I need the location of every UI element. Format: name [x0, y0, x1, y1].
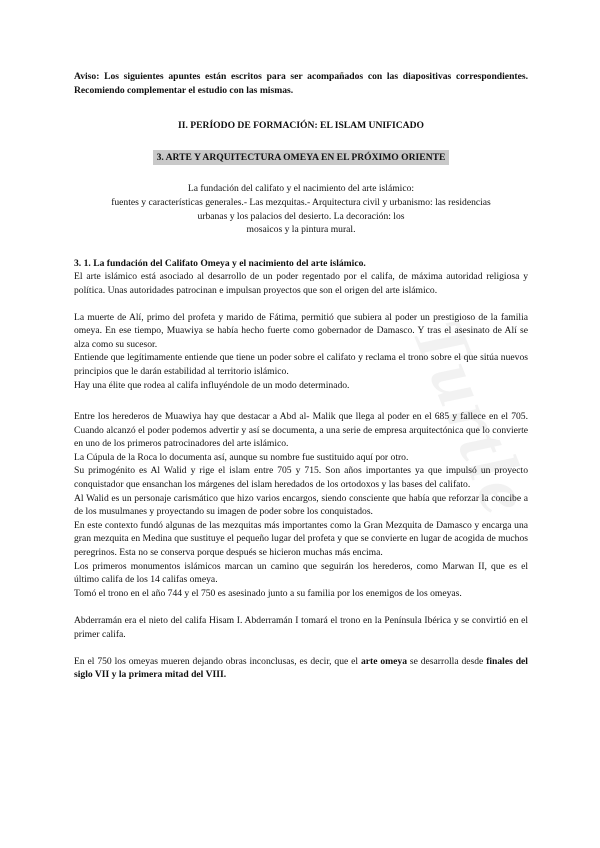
summary-line: fuentes y características generales.- Las mezquitas.- Arquitectura civil y urbanismo: las residencias: [111, 196, 491, 208]
paragraph-text: se desarrolla desde: [407, 655, 487, 667]
watermark: Turtle: [397, 307, 549, 528]
paragraph-text: En el 750 los omeyas mueren dejando obras inconclusas, es decir, que el: [74, 655, 361, 667]
paragraph: La Cúpula de la Roca lo documenta así, aunque su nombre fue sustituido aquí por otro.: [74, 451, 409, 463]
emphasis-text: arte omeya: [360, 655, 407, 667]
paragraph: Al Walid es un personaje carismático que hizo varios encargos, siendo consciente que había que reforzar la concibe a de los musulmanes y proyectando su imagen de poder sobre los conquistados.: [74, 492, 528, 518]
summary-line: urbanas y los palacios del desierto. La decoración: los: [197, 210, 405, 222]
paragraph: Tomó el trono en el año 744 y el 750 es asesinado junto a su familia por los enemigos de los omeyas.: [74, 587, 462, 599]
summary-line: La fundación del califato y el nacimiento del arte islámico:: [187, 183, 415, 195]
chapter-title: 3. ARTE Y ARQUITECTURA OMEYA EN EL PRÓXIMO ORIENTE: [153, 150, 450, 166]
paragraph: Entre los herederos de Muawiya hay que destacar a Abd al- Malik que llega al poder en el 685 y fallece en el 705. Cuando alcanzó el poder podemos advertir y así se documenta, a una serie de empresa arquitectónica que lo convierte en uno de los primeros patrocinadores del arte islámico.: [74, 411, 528, 450]
chapter-title-wrap: [74, 150, 528, 166]
section-title: 3. 1. La fundación del Califato Omeya y el nacimiento del arte islámico.: [74, 257, 366, 269]
paragraph: Abderramán era el nieto del califa Hisam I. Abderramán I tomará el trono en la Península Ibérica y se convirtió en el primer califa.: [74, 615, 528, 640]
document-page: [74, 70, 549, 682]
paragraph: La muerte de Alí, primo del profeta y marido de Fátima, permitió que subiera al poder un prestigioso de la familia omeya. En ese tiempo, Muawiya se había hecho fuerte como gobernador de Damasco. Y tras el asesinato de Alí se alza como su sucesor.: [74, 311, 528, 350]
summary-line: mosaicos y la pintura mural.: [246, 224, 356, 236]
chapter-summary: [74, 182, 528, 236]
paragraph: Su primogénito es Al Walid y rige el islam entre 705 y 715. Son años importantes ya que impulsó un proyecto conquistador que ensanchan los márgenes del islam heredados de los ortodoxos y las bases del califato.: [74, 465, 528, 491]
paragraph: En este contexto fundó algunas de las mezquitas más importantes como la Gran Mezquita de Damasco y encarga una gran mezquita en Medina que sustituye el pequeño lugar del profeta y que se convierte en lugar de acogida de muchos peregrinos. Esta no se conserva porque después se hicieron muchas más encima.: [74, 519, 528, 559]
paragraph: Hay una élite que rodea al califa influyéndole de un modo determinado.: [74, 379, 350, 391]
paragraph: [74, 655, 528, 682]
part-title: II. PERÍODO DE FORMACIÓN: EL ISLAM UNIFICADO: [178, 120, 424, 132]
paragraph: El arte islámico está asociado al desarrollo de un poder regentado por el califa, de máxima autoridad religiosa y política. Unas autoridades patrocinan e impulsan proyectos que son el origen del arte islámico.: [74, 271, 528, 296]
notice-text: Aviso: Los siguientes apuntes están escritos para ser acompañados con las diapositivas correspondientes. Recomiendo complementar el estudio con las mismas.: [74, 71, 528, 96]
paragraph: Los primeros monumentos islámicos marcan un camino que seguirán los herederos, como Marwan II, que es el último califa de los 14 califas omeya.: [74, 560, 528, 586]
emphasis-text: finales del siglo VII y la primera mitad del VIII.: [74, 655, 528, 681]
paragraph-group: [74, 311, 528, 393]
paragraph: Entiende que legítimamente entiende que tiene un poder sobre el califato y reclama el trono sobre el que sitúa nuevos principios que le darán estabilidad al territorio islámico.: [74, 352, 528, 377]
paragraph-group: [74, 410, 528, 600]
